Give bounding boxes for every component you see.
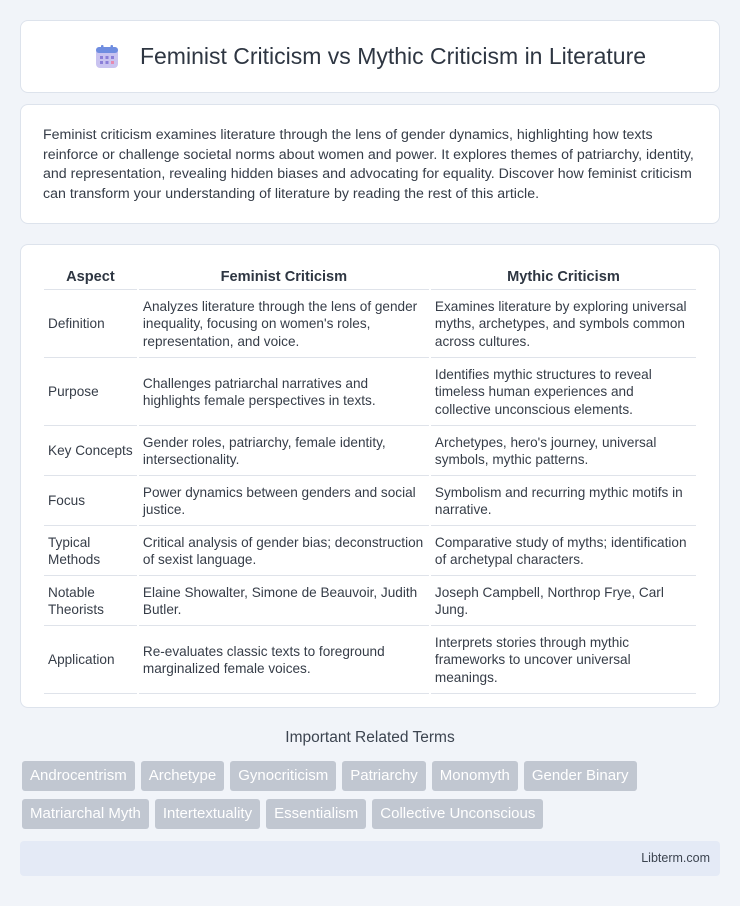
table-row	[44, 628, 696, 694]
header-feminist: Feminist Criticism	[139, 267, 429, 290]
table-row	[44, 292, 696, 358]
tag-androcentrism[interactable]: Androcentrism	[22, 761, 135, 791]
tag-monomyth[interactable]: Monomyth	[432, 761, 518, 791]
footer	[20, 841, 720, 876]
table-row	[44, 528, 696, 576]
row-mythic: Symbolism and recurring mythic motifs in narrative.	[431, 478, 696, 526]
tag-matriarchal-myth[interactable]: Matriarchal Myth	[22, 799, 149, 829]
tag-collective-unconscious[interactable]: Collective Unconscious	[372, 799, 543, 829]
row-mythic: Archetypes, hero's journey, universal symbols, mythic patterns.	[431, 428, 696, 476]
row-mythic: Interprets stories through mythic frameworks to uncover universal meanings.	[431, 628, 696, 694]
row-aspect: Key Concepts	[44, 428, 137, 476]
tag-essentialism[interactable]: Essentialism	[266, 799, 366, 829]
row-aspect: Definition	[44, 292, 137, 358]
comparison-table-card	[20, 244, 720, 708]
row-mythic: Identifies mythic structures to reveal timeless human experiences and collective unconscious elements.	[431, 360, 696, 426]
table-header-row	[44, 267, 696, 290]
row-mythic: Comparative study of myths; identification of archetypal characters.	[431, 528, 696, 576]
row-aspect: Focus	[44, 478, 137, 526]
footer-site-link[interactable]: Libterm.com	[641, 851, 710, 865]
row-feminist: Challenges patriarchal narratives and highlights female perspectives in texts.	[139, 360, 429, 426]
row-feminist: Analyzes literature through the lens of gender inequality, focusing on women's roles, representation, and voice.	[139, 292, 429, 358]
page-title: Feminist Criticism vs Mythic Criticism in Literature	[139, 43, 647, 69]
row-feminist: Power dynamics between genders and social justice.	[139, 478, 429, 526]
row-feminist: Gender roles, patriarchy, female identity, intersectionality.	[139, 428, 429, 476]
header-card	[20, 20, 720, 93]
header-mythic: Mythic Criticism	[431, 267, 696, 290]
table-row	[44, 428, 696, 476]
row-mythic: Examines literature by exploring universal myths, archetypes, and symbols common across cultures.	[431, 292, 696, 358]
tag-archetype[interactable]: Archetype	[141, 761, 225, 791]
related-terms-title: Important Related Terms	[285, 729, 455, 746]
row-feminist: Re-evaluates classic texts to foreground marginalized female voices.	[139, 628, 429, 694]
row-aspect: Notable Theorists	[44, 578, 137, 626]
row-feminist: Elaine Showalter, Simone de Beauvoir, Judith Butler.	[139, 578, 429, 626]
header-aspect: Aspect	[44, 267, 137, 290]
row-feminist: Critical analysis of gender bias; deconstruction of sexist language.	[139, 528, 429, 576]
table-row	[44, 478, 696, 526]
tag-gender-binary[interactable]: Gender Binary	[524, 761, 637, 791]
row-aspect: Application	[44, 628, 137, 694]
comparison-table	[42, 265, 698, 696]
tag-intertextuality[interactable]: Intertextuality	[155, 799, 260, 829]
row-aspect: Typical Methods	[44, 528, 137, 576]
table-row	[44, 360, 696, 426]
intro-card	[20, 104, 720, 224]
tag-patriarchy[interactable]: Patriarchy	[342, 761, 426, 791]
row-aspect: Purpose	[44, 360, 137, 426]
tag-gynocriticism[interactable]: Gynocriticism	[230, 761, 336, 791]
row-mythic: Joseph Campbell, Northrop Frye, Carl Jung.	[431, 578, 696, 626]
intro-text: Feminist criticism examines literature through the lens of gender dynamics, highlighting how texts reinforce or challenge societal norms about women and power. It explores themes of patriarchy, identity, and representation, revealing hidden biases and advocating for equality. Discover how feminist criticism can transform your understanding of literature by reading the rest of this article.	[43, 127, 694, 202]
table-row	[44, 578, 696, 626]
calendar-icon	[94, 44, 120, 70]
related-terms-list	[22, 761, 722, 829]
